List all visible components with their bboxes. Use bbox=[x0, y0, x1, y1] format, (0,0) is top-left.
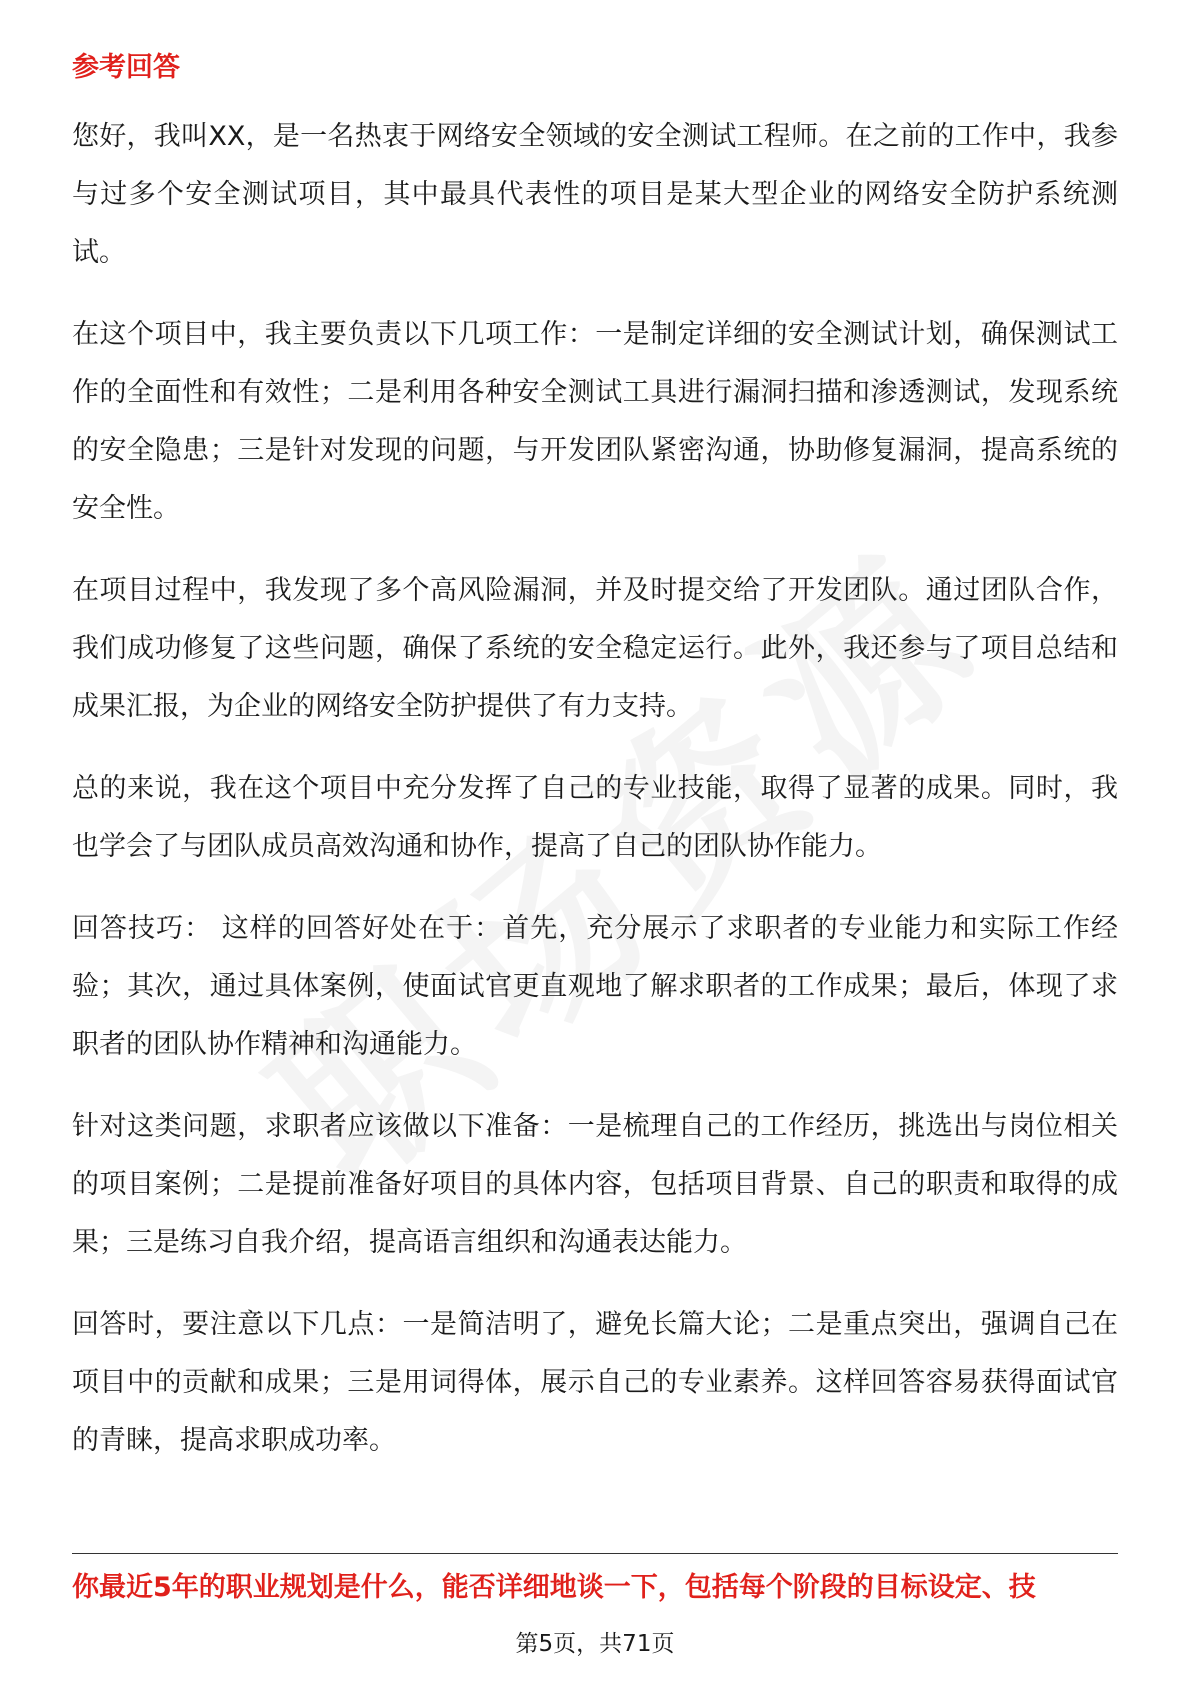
tips-paragraph: 回答技巧： 这样的回答好处在于：首先，充分展示了求职者的专业能力和实际工作经验；其次，通过具体案例，使面试官更直观地了解求职者的工作成果；最后，体现了求职者的团队协作精神和沟通能力。 bbox=[72, 913, 1118, 1060]
answer-paragraph-3: 在项目过程中，我发现了多个高风险漏洞，并及时提交给了开发团队。通过团队合作，我们成功修复了这些问题，确保了系统的安全稳定运行。此外，我还参与了项目总结和成果汇报，为企业的网络安全防护提供了有力支持。 bbox=[72, 575, 1118, 722]
document-body bbox=[72, 48, 1118, 1494]
preparation-paragraph: 针对这类问题，求职者应该做以下准备：一是梳理自己的工作经历，挑选出与岗位相关的项目案例；二是提前准备好项目的具体内容，包括项目背景、自己的职责和取得的成果；三是练习自我介绍，提高语言组织和沟通表达能力。 bbox=[72, 1111, 1118, 1258]
divider bbox=[72, 1553, 1118, 1554]
next-question-heading: 你最近5年的职业规划是什么，能否详细地谈一下，包括每个阶段的目标设定、技 bbox=[72, 1572, 1036, 1603]
section-title: 参考回答 bbox=[72, 52, 180, 83]
page-number: 第5页，共71页 bbox=[515, 1631, 675, 1657]
answer-paragraph-2: 在这个项目中，我主要负责以下几项工作：一是制定详细的安全测试计划，确保测试工作的全面性和有效性；二是利用各种安全测试工具进行漏洞扫描和渗透测试，发现系统的安全隐患；三是针对发现的问题，与开发团队紧密沟通，协助修复漏洞，提高系统的安全性。 bbox=[72, 319, 1118, 524]
answer-paragraph-4: 总的来说，我在这个项目中充分发挥了自己的专业技能，取得了显著的成果。同时，我也学会了与团队成员高效沟通和协作，提高了自己的团队协作能力。 bbox=[72, 773, 1118, 862]
notes-paragraph: 回答时，要注意以下几点：一是简洁明了，避免长篇大论；二是重点突出，强调自己在项目中的贡献和成果；三是用词得体，展示自己的专业素养。这样回答容易获得面试官的青睐，提高求职成功率。 bbox=[72, 1309, 1118, 1456]
answer-paragraph-1: 您好，我叫XX，是一名热衷于网络安全领域的安全测试工程师。在之前的工作中，我参与过多个安全测试项目，其中最具代表性的项目是某大型企业的网络安全防护系统测试。 bbox=[72, 121, 1118, 268]
